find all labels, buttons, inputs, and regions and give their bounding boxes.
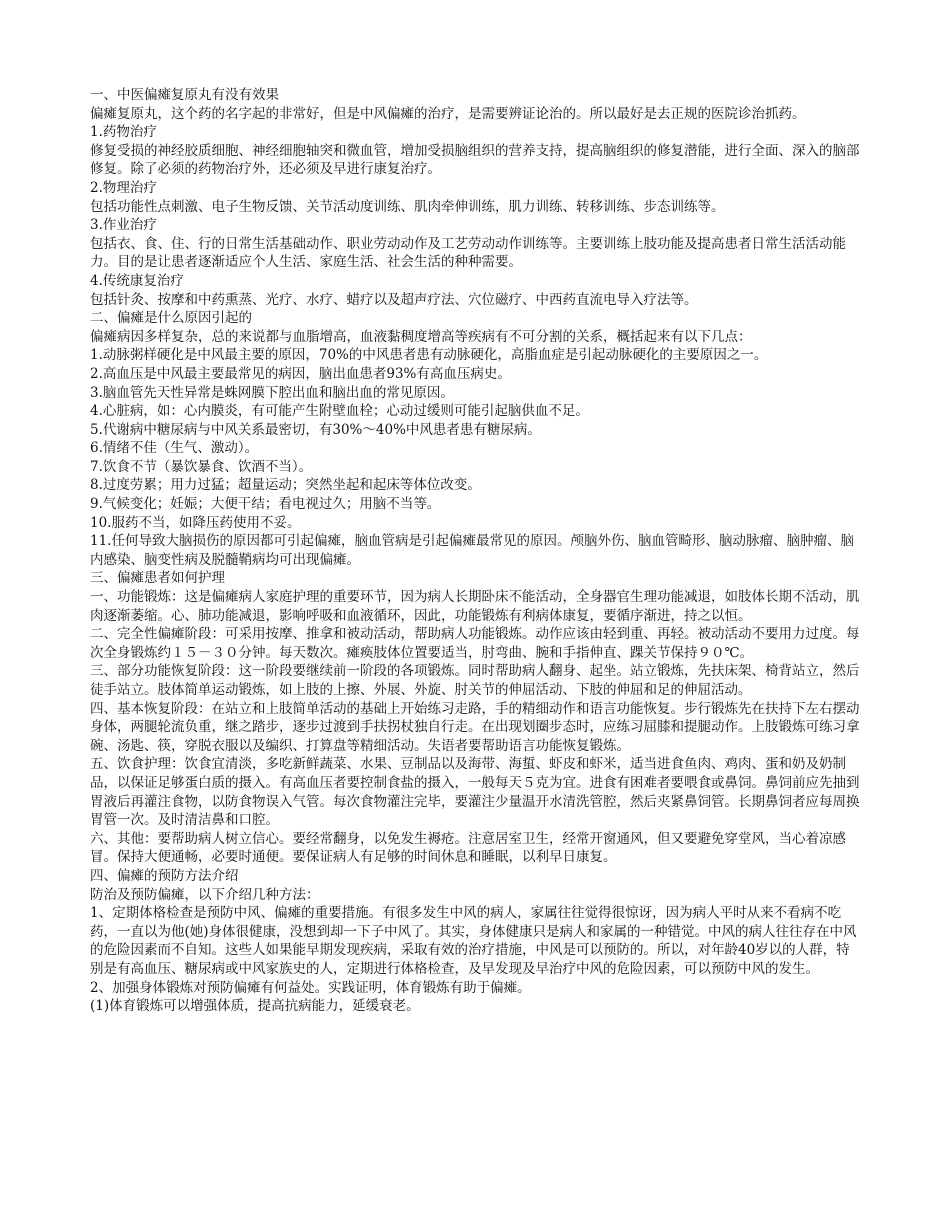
list-item: 3.脑血管先天性异常是蛛网膜下腔出血和脑出血的常见原因。 bbox=[90, 384, 454, 401]
paragraph: 1、定期体格检查是预防中风、偏瘫的重要措施。有很多发生中风的病人，家属往往觉得很惊讶，因为病人平时从来不看病不吃药，一直以为他(她)身体很健康，没想到却一下子中风了。其实，身体健康只是病人和家属的一种错觉。中风的病人往往存在中风的危险因素而不自知。这些人如果能早期发现疾病，采取有效的治疗措施，中风是可以预防的。所以，对年龄40岁以的人群，特别是有高血压、糖尿病或中风家族史的人，定期进行体格检查，及早发现及早治疗中风的危险因素，可以预防中风的发生。 bbox=[90, 905, 857, 977]
heading-2: 二、偏瘫是什么原因引起的 bbox=[90, 310, 252, 327]
paragraph: 四、基本恢复阶段：在站立和上肢简单活动的基础上开始练习走路，手的精细动作和语言功能恢复。步行锻炼先在扶持下左右摆动身体，两腿轮流负重，继之踏步，逐步过渡到手扶拐杖独自行走。在出现划圈步态时，应练习屈膝和提腿动作。上肢锻炼可练习拿碗、汤匙、筷，穿脱衣服以及编织、打算盘等精细活动。失语者要帮助语言功能恢复锻炼。 bbox=[90, 700, 860, 754]
subheading: 1.药物治疗 bbox=[90, 124, 157, 141]
list-item: 10.服药不当，如降压药使用不妥。 bbox=[90, 514, 301, 531]
heading-4: 四、偏瘫的预防方法介绍 bbox=[90, 867, 239, 884]
paragraph: 包括功能性点刺激、电子生物反馈、关节活动度训练、肌肉牵伸训练，肌力训练、转移训练、步态训练等。 bbox=[90, 198, 725, 215]
paragraph: 2、加强身体锻炼对预防偏瘫有何益处。实践证明，体育锻炼有助于偏瘫。 bbox=[90, 979, 531, 996]
list-item: 11.任何导致大脑损伤的原因都可引起偏瘫，脑血管病是引起偏瘫最常见的原因。颅脑外伤、脑血管畸形、脑动脉瘤、脑肿瘤、脑内感染、脑变性病及脱髓鞘病均可出现偏瘫。 bbox=[90, 533, 854, 568]
subheading: 3.作业治疗 bbox=[90, 217, 157, 234]
list-item: 9.气候变化；妊娠；大便干结；看电视过久；用脑不当等。 bbox=[90, 496, 441, 513]
paragraph: 二、完全性偏瘫阶段：可采用按摩、推拿和被动活动，帮助病人功能锻炼。动作应该由轻到重、再轻。被动活动不要用力过度。每次全身锻炼约１５－３０分钟。每天数次。瘫痪肢体位置要适当，肘弯曲、腕和手指伸直、踝关节保持９０℃。 bbox=[90, 626, 860, 661]
paragraph: 一、功能锻炼：这是偏瘫病人家庭护理的重要环节，因为病人长期卧床不能活动，全身器官生理功能减退，如肢体长期不活动，肌肉逐渐萎缩。心、肺功能减退，影响呼吸和血液循环，因此，功能锻炼有利病体康复，要循序渐进，持之以恒。 bbox=[90, 589, 860, 624]
paragraph: 修复受损的神经胶质细胞、神经细胞轴突和微血管，增加受损脑组织的营养支持，提高脑组织的修复潜能，进行全面、深入的脑部修复。除了必须的药物治疗外，还必须及早进行康复治疗。 bbox=[90, 142, 860, 178]
list-item: 7.饮食不节（暴饮暴食、饮酒不当）。 bbox=[90, 458, 313, 475]
paragraph: 包括衣、食、住、行的日常生活基础动作、职业劳动动作及工艺劳动动作训练等。主要训练上肢功能及提高患者日常生活活动能力。目的是让患者逐渐适应个人生活、家庭生活、社会生活的种种需要。 bbox=[90, 235, 846, 271]
paragraph: (1)体育锻炼可以增强体质，提高抗病能力，延缓衰老。 bbox=[90, 998, 420, 1015]
list-item: 6.情绪不佳（生气、激动）。 bbox=[90, 440, 259, 457]
subheading: 4.传统康复治疗 bbox=[90, 272, 184, 289]
subheading: 2.物理治疗 bbox=[90, 179, 157, 196]
paragraph: 偏瘫病因多样复杂，总的来说都与血脂增高，血液黏稠度增高等疾病有不可分割的关系，概括起来有以下几点： bbox=[90, 328, 752, 345]
paragraph: 防治及预防偏瘫，以下介绍几种方法： bbox=[90, 886, 320, 903]
paragraph: 五、饮食护理：饮食宜清淡，多吃新鲜蔬菜、水果、豆制品以及海带、海蜇、虾皮和虾米，适当进食鱼肉、鸡肉、蛋和奶及奶制品，以保证足够蛋白质的摄入。有高血压者要控制食盐的摄入，一般每天５克为宜。进食有困难者要喂食或鼻饲。鼻饲前应先抽到胃液后再灌注食物，以防食物误入气管。每次食物灌注完毕，要灌注少量温开水清洗管腔，然后夹紧鼻饲管。长期鼻饲者应每周换胃管一次。及时清洁鼻和口腔。 bbox=[90, 756, 860, 829]
paragraph: 三、部分功能恢复阶段：这一阶段要继续前一阶段的各项锻炼。同时帮助病人翻身、起坐。站立锻炼，先扶床架、椅背站立，然后徒手站立。肢体简单运动锻炼，如上肢的上擦、外展、外旋、肘关节的伸屈活动、下肢的伸屈和足的伸屈活动。 bbox=[90, 663, 860, 698]
list-item: 5.代谢病中糖尿病与中风关系最密切，有30%～40%中风患者患有糖尿病。 bbox=[90, 421, 541, 438]
paragraph: 偏瘫复原丸，这个药的名字起的非常好，但是中风偏瘫的治疗，是需要辨证论治的。所以最好是去正规的医院诊治抓药。 bbox=[90, 105, 806, 122]
heading-3: 三、偏瘫患者如何护理 bbox=[90, 570, 225, 587]
list-item: 4.心脏病，如：心内膜炎，有可能产生附壁血栓；心动过缓则可能引起脑供血不足。 bbox=[90, 403, 589, 420]
paragraph: 包括针灸、按摩和中药熏蒸、光疗、水疗、蜡疗以及超声疗法、穴位磁疗、中西药直流电导入疗法等。 bbox=[90, 291, 698, 308]
list-item: 1.动脉粥样硬化是中风最主要的原因，70%的中风患者患有动脉硬化，高脂血症是引起动脉硬化的主要原因之一。 bbox=[90, 347, 768, 364]
list-item: 8.过度劳累；用力过猛；超量运动；突然坐起和起床等体位改变。 bbox=[90, 477, 481, 494]
heading-1: 一、中医偏瘫复原丸有没有效果 bbox=[90, 87, 279, 103]
paragraph: 六、其他：要帮助病人树立信心。要经常翻身，以免发生褥疮。注意居室卫生，经常开窗通风，但又要避免穿堂风，当心着凉感冒。保持大便通畅，必要时通便。要保证病人有足够的时间休息和睡眠，以利早日康复。 bbox=[90, 830, 846, 866]
list-item: 2.高血压是中风最主要最常见的病因，脑出血患者93%有高血压病史。 bbox=[90, 365, 511, 382]
